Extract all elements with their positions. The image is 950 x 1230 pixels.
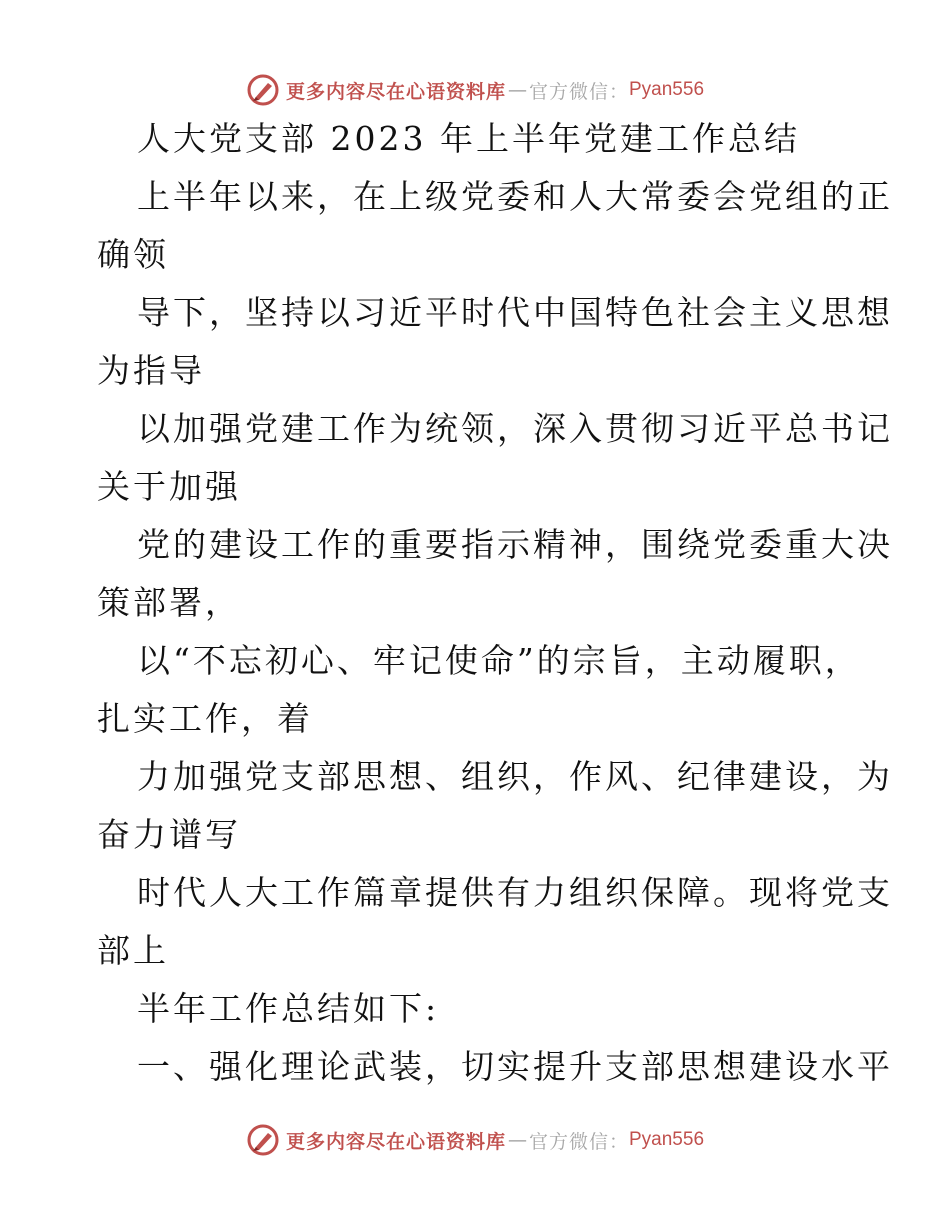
watermark-id: Pyan556 [629, 1129, 705, 1150]
text-line: 一、强化理论武装，切实提升支部思想建设水平 [137, 1047, 893, 1086]
footer-watermark [0, 1120, 950, 1160]
watermark-text: 更多内容尽在心语资料库 [285, 1130, 506, 1153]
pen-logo-icon [246, 1123, 280, 1157]
pen-logo-icon [246, 73, 280, 107]
text-line: 部上 [97, 931, 169, 970]
text-line: 时代人大工作篇章提供有力组织保障。现将党支 [137, 873, 893, 912]
watermark-dash: — [507, 79, 527, 101]
text-line: 人大党支部 2023 年上半年党建工作总结 [137, 119, 800, 158]
watermark-id: Pyan556 [629, 79, 705, 100]
watermark-official: 官方微信： [528, 80, 629, 103]
text-line: 以加强党建工作为统领，深入贯彻习近平总书记 [137, 409, 893, 448]
text-line: 力加强党支部思想、组织，作风、纪律建设，为 [137, 757, 893, 796]
text-line: 半年工作总结如下: [137, 989, 440, 1028]
watermark-text: 更多内容尽在心语资料库 [285, 80, 506, 103]
text-line: 扎实工作，着 [97, 699, 313, 738]
document-body [97, 110, 893, 1096]
text-line: 以“不忘初心、牢记使命”的宗旨，主动履职， [137, 641, 861, 680]
text-line: 党的建设工作的重要指示精神，围绕党委重大决 [137, 525, 893, 564]
text-line: 确领 [97, 235, 169, 274]
header-watermark [0, 70, 950, 110]
text-line: 策部署， [97, 583, 241, 622]
watermark-official: 官方微信： [528, 1130, 629, 1153]
text-line: 为指导 [97, 351, 205, 390]
text-line: 上半年以来，在上级党委和人大常委会党组的正 [137, 177, 893, 216]
watermark-dash: — [507, 1129, 527, 1151]
text-line: 关于加强 [97, 467, 241, 506]
text-line: 导下，坚持以习近平时代中国特色社会主义思想 [137, 293, 893, 332]
text-line: 奋力谱写 [97, 815, 241, 854]
